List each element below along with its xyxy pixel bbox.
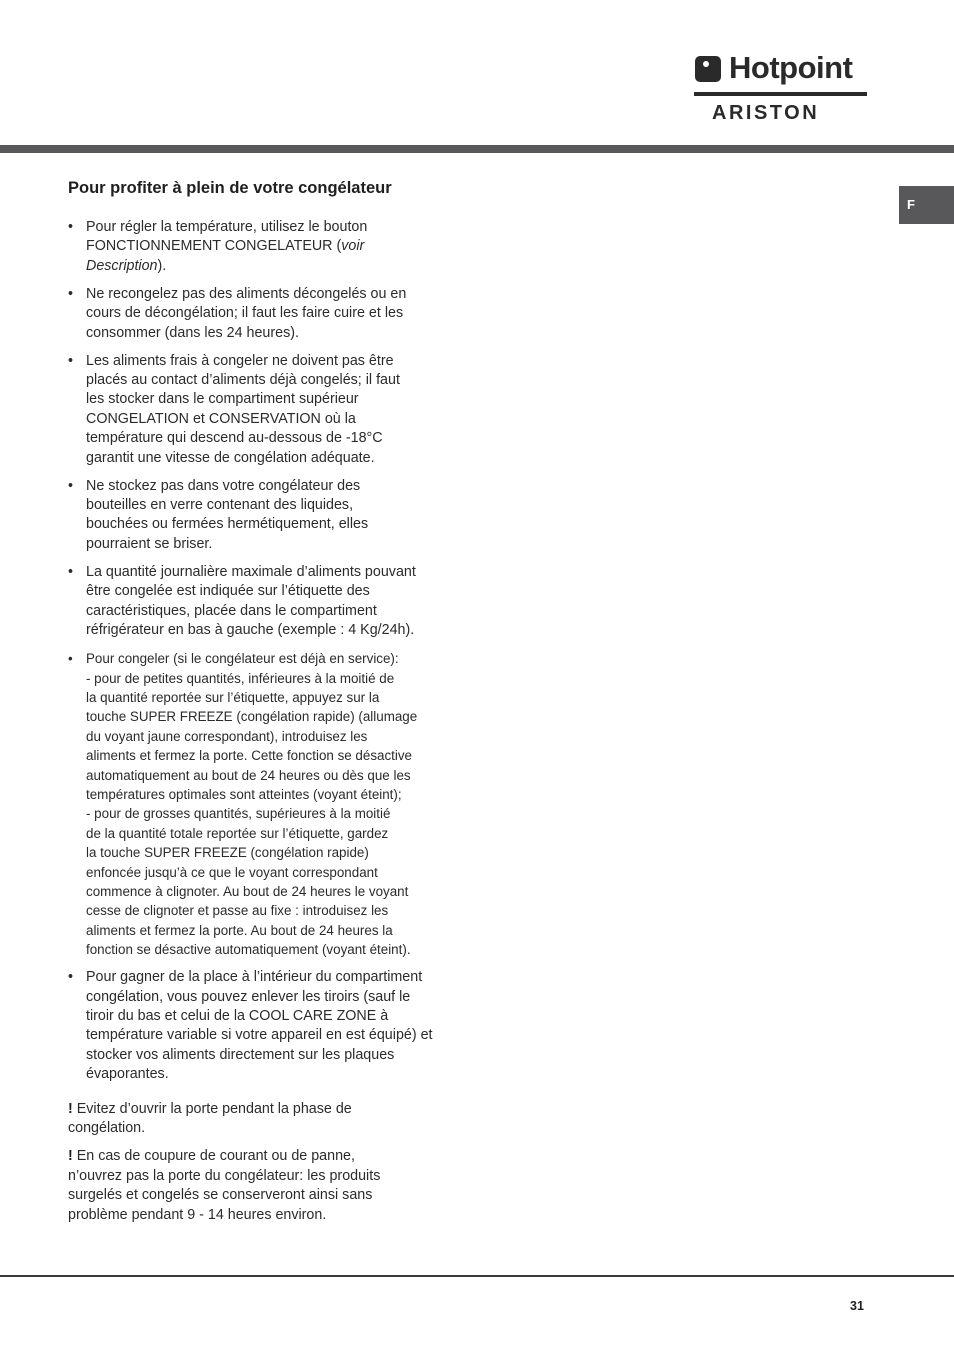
italic-fragment: Description <box>86 257 158 274</box>
text-line: congélation, vous pouvez enlever les tiroirs (sauf le <box>86 988 411 1005</box>
text-line: • Pour gagner de la place à l’intérieur du compartiment <box>86 969 423 986</box>
warning-note <box>68 1100 448 1139</box>
text-line: température qui descend au-dessous de -18°C <box>86 430 383 447</box>
text-line: touche SUPER FREEZE (congélation rapide) (allumage <box>86 709 418 725</box>
list-item <box>68 218 448 276</box>
language-tab-label: F <box>907 197 915 212</box>
text-line: stocker vos aliments directement sur les plaques <box>86 1046 395 1063</box>
exclamation-icon: ! <box>68 1101 73 1117</box>
text-line: - pour de grosses quantités, supérieures à la moitié <box>86 806 391 822</box>
text-line: du voyant jaune correspondant), introduisez les <box>86 728 368 744</box>
text-line: réfrigérateur en bas à gauche (exemple : 4 Kg/24h). <box>86 622 415 639</box>
text-line: de la quantité totale reportée sur l’étiquette, gardez <box>86 825 389 841</box>
page-number: 31 <box>850 1299 864 1313</box>
text-line: • Pour régler la température, utilisez le bouton <box>86 219 368 235</box>
text-line: - pour de petites quantités, inférieures à la moitié de <box>86 670 395 686</box>
language-tab <box>899 186 954 224</box>
text-line: • Ne stockez pas dans votre congélateur des <box>86 477 361 494</box>
text-line: cours de décongélation; il faut les faire cuire et les <box>86 305 404 322</box>
text-line: évaporantes. <box>86 1066 169 1083</box>
brand-logo <box>694 52 868 124</box>
text-fragment: En cas de coupure de courant ou de panne, <box>72 1148 355 1165</box>
text-line: problème pendant 9 - 14 heures environ. <box>68 1206 327 1223</box>
text-line: température variable si votre appareil en est équipé) et <box>86 1027 433 1044</box>
tips-list <box>68 218 448 1093</box>
text-line: • Pour congeler (si le congélateur est déjà en service): <box>86 651 399 667</box>
text-line: automatiquement au bout de 24 heures ou dès que les <box>86 767 411 783</box>
text-fragment: ). <box>157 257 167 274</box>
list-item <box>68 477 448 555</box>
text-line: placés au contact d’aliments déjà congelés; il faut <box>86 372 400 389</box>
text-line: cesse de clignoter et passe au fixe : introduisez les <box>86 903 389 919</box>
list-item <box>68 649 448 960</box>
text-line: • Ne recongelez pas des aliments décongelés ou en <box>86 285 407 302</box>
text-line: aliments et fermez la porte. Au bout de 24 heures la <box>86 922 393 938</box>
text-line: enfoncée jusqu’à ce que le voyant correspondant <box>86 864 378 880</box>
brand-subname: ARISTON <box>712 102 820 124</box>
text-line: n’ouvrez pas la porte du congélateur: les produits <box>68 1167 381 1184</box>
text-line: fonction se désactive automatiquement (voyant éteint). <box>86 942 411 958</box>
text-line: tiroir du bas et celui de la COOL CARE ZONE à <box>86 1008 389 1024</box>
text-line: caractéristiques, placée dans le compartiment <box>86 602 377 619</box>
text-fragment: FONCTIONNEMENT CONGELATEUR ( <box>86 238 342 255</box>
text-line: garantit une vitesse de congélation adéquate. <box>86 449 375 466</box>
text-line: surgelés et congelés se conserveront ainsi sans <box>68 1187 373 1204</box>
warning-notes <box>68 1100 448 1234</box>
text-line: températures optimales sont atteintes (voyant éteint); <box>86 786 402 802</box>
text-line <box>68 1100 448 1119</box>
text-line: congélation. <box>68 1120 146 1137</box>
text-line: aliments et fermez la porte. Cette fonction se désactive <box>86 748 412 764</box>
text-line: consommer (dans les 24 heures). <box>86 324 299 341</box>
text-line <box>86 237 448 256</box>
text-line: la touche SUPER FREEZE (congélation rapide) <box>86 845 369 861</box>
text-line: bouteilles en verre contenant des liquides, <box>86 497 354 514</box>
header-bar <box>0 145 954 153</box>
hotpoint-logo-icon <box>695 56 721 82</box>
list-item <box>68 968 448 1084</box>
text-line: pourraient se briser. <box>86 535 213 552</box>
italic-fragment: voir <box>341 238 365 255</box>
text-line: les stocker dans le compartiment supérieur <box>86 391 359 408</box>
logo-divider <box>694 92 867 96</box>
text-line: être congelée est indiquée sur l’étiquette des <box>86 583 370 600</box>
footer-divider <box>0 1275 954 1277</box>
text-line: commence à clignoter. Au bout de 24 heures le voyant <box>86 883 409 899</box>
text-fragment: Evitez d’ouvrir la porte pendant la phase de <box>72 1101 352 1117</box>
text-line: la quantité reportée sur l’étiquette, appuyez sur la <box>86 689 380 705</box>
list-item <box>68 352 448 468</box>
list-item <box>68 563 448 641</box>
text-line <box>86 257 448 276</box>
brand-name: Hotpoint <box>729 50 853 85</box>
text-line: • Les aliments frais à congeler ne doivent pas être <box>86 352 394 369</box>
list-item <box>68 285 448 343</box>
text-line <box>68 1147 448 1166</box>
section-title: Pour profiter à plein de votre congélateur <box>68 179 392 197</box>
text-line: • La quantité journalière maximale d’aliments pouvant <box>86 563 416 580</box>
text-line: CONGELATION et CONSERVATION où la <box>86 410 356 427</box>
text-line: bouchées ou fermées hermétiquement, elles <box>86 516 369 533</box>
exclamation-icon: ! <box>68 1148 73 1165</box>
warning-note <box>68 1147 448 1225</box>
